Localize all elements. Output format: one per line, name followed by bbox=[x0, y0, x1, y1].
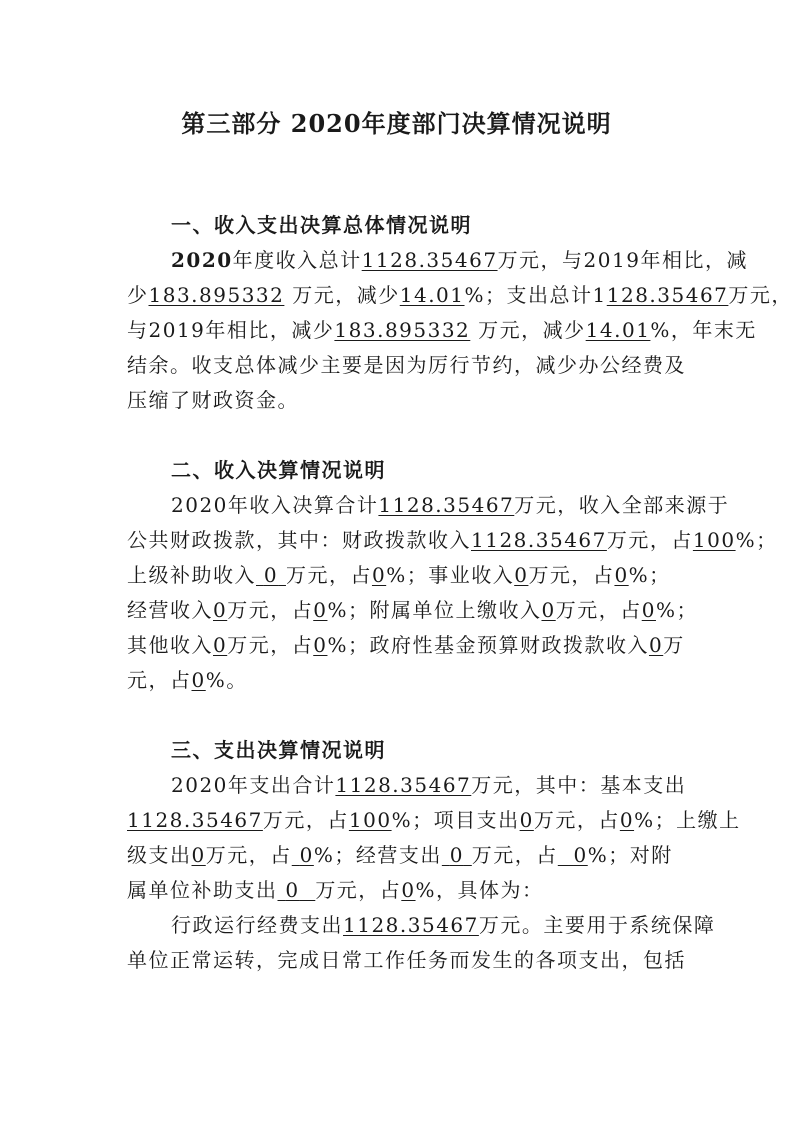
text: 万元，其中：基本支出 bbox=[471, 773, 687, 797]
value-underlined: 1128.35467 bbox=[471, 528, 607, 552]
text: %； bbox=[735, 528, 778, 552]
value-underlined bbox=[442, 843, 472, 867]
section-3-line-5 bbox=[127, 908, 716, 943]
section-1-heading: 一、收入支出决算总体情况说明 bbox=[171, 213, 472, 237]
value-underlined bbox=[558, 843, 588, 867]
text: 万元，占 bbox=[471, 843, 558, 867]
section-1-line-2 bbox=[127, 278, 793, 313]
text: 万 bbox=[663, 633, 685, 657]
text: 万元，收入全部来源于 bbox=[514, 493, 730, 517]
text: 万元， bbox=[728, 283, 793, 307]
value-underlined: 0 bbox=[213, 633, 228, 657]
text: 年度收入总计 bbox=[232, 248, 362, 272]
value: 0 bbox=[449, 843, 464, 867]
section-3-line-3 bbox=[127, 838, 687, 873]
value-underlined: 100 bbox=[348, 808, 392, 832]
section-2 bbox=[127, 453, 778, 698]
value-underlined: 0 bbox=[313, 633, 328, 657]
section-1-line-1 bbox=[127, 243, 748, 278]
value: 0 bbox=[299, 843, 314, 867]
section-2-line-2 bbox=[127, 523, 778, 558]
section-2-line-4 bbox=[127, 593, 698, 628]
value-underlined: 0 bbox=[514, 563, 529, 587]
section-2-line-6 bbox=[127, 663, 687, 698]
value-underlined: 0 bbox=[371, 563, 387, 587]
text: 经营收入 bbox=[127, 598, 213, 622]
text: 万元，占 bbox=[227, 598, 314, 622]
value-underlined: 14.01 bbox=[585, 318, 651, 342]
text: 万元，占 bbox=[315, 878, 402, 902]
value-underlined: 1128.35467 bbox=[335, 773, 472, 797]
value-underlined: 0 bbox=[401, 878, 416, 902]
text: 万元，占 bbox=[285, 563, 372, 587]
text: 万元，减少 bbox=[292, 283, 400, 307]
text: %； bbox=[628, 563, 671, 587]
section-1-line-3 bbox=[127, 313, 757, 348]
value-underlined: 183.895332 bbox=[148, 283, 285, 307]
value-underlined: 1128.35467 bbox=[127, 808, 263, 832]
section-2-line-1 bbox=[127, 488, 730, 523]
text: 少 bbox=[127, 283, 149, 307]
section-3-line-4 bbox=[127, 873, 687, 908]
section-1-line-5: 压缩了财政资金。 bbox=[127, 388, 299, 412]
section-3 bbox=[127, 733, 741, 978]
value-underlined: 1128.35467 bbox=[343, 913, 479, 937]
text: 公共财政拨款，其中：财政拨款收入 bbox=[127, 528, 471, 552]
text bbox=[470, 318, 478, 342]
text: %； bbox=[655, 598, 698, 622]
text: 属单位补助支出 bbox=[127, 878, 278, 902]
value-underlined: 0 bbox=[313, 598, 328, 622]
value-underlined: 0 bbox=[519, 808, 534, 832]
section-3-line-6: 单位正常运转，完成日常工作任务而发生的各项支出，包括 bbox=[127, 948, 686, 972]
value-underlined: 0 bbox=[648, 633, 664, 657]
text: %；事业收入 bbox=[386, 563, 515, 587]
value-underlined bbox=[278, 878, 316, 902]
text: 万元，占 bbox=[227, 633, 314, 657]
text: 万元，占 bbox=[555, 598, 642, 622]
value-underlined: 0 bbox=[213, 598, 228, 622]
section-3-line-1 bbox=[127, 768, 687, 803]
text: 万元，与2019年相比，减 bbox=[497, 248, 748, 272]
text: 万元，占 bbox=[606, 528, 693, 552]
text: %；支出总计1 bbox=[464, 283, 607, 307]
value-underlined: 100 bbox=[692, 528, 736, 552]
section-1-line-4: 结余。收支总体减少主要是因为厉行节约，减少办公经费及 bbox=[127, 353, 686, 377]
text: 万元，减少 bbox=[478, 318, 586, 342]
text: %，具体为： bbox=[415, 878, 544, 902]
text: 万元。主要用于系统保障 bbox=[478, 913, 716, 937]
text: 行政运行经费支出 bbox=[171, 913, 343, 937]
page-title: 第三部分 2020年度部门决算情况说明 bbox=[181, 109, 612, 138]
value-underlined: 0 bbox=[191, 668, 206, 692]
text: 2020年收入决算合计 bbox=[171, 493, 379, 517]
value: 0 bbox=[573, 843, 588, 867]
value-underlined: 0 bbox=[619, 808, 635, 832]
value-underlined: 1128.35467 bbox=[378, 493, 515, 517]
section-2-line-3 bbox=[127, 558, 687, 593]
value-underlined: 128.35467 bbox=[606, 283, 729, 307]
value-underlined bbox=[256, 563, 286, 587]
value-underlined: 14.01 bbox=[399, 283, 465, 307]
text: 万元，占 bbox=[205, 843, 292, 867]
text: %，年末无 bbox=[650, 318, 757, 342]
value-underlined: 183.895332 bbox=[334, 318, 471, 342]
text: %；项目支出 bbox=[391, 808, 520, 832]
section-2-line-5 bbox=[127, 628, 687, 663]
value-underlined: 0 bbox=[191, 843, 206, 867]
text: 上级补助收入 bbox=[127, 563, 256, 587]
value-underlined: 1128.35467 bbox=[361, 248, 498, 272]
text: 万元，占 bbox=[533, 808, 620, 832]
text: %。 bbox=[205, 668, 248, 692]
value-underlined: 0 bbox=[614, 563, 629, 587]
year-text: 2020 bbox=[171, 248, 233, 272]
text: 万元，占 bbox=[528, 563, 615, 587]
section-3-heading: 三、支出决算情况说明 bbox=[171, 738, 386, 762]
text: 其他收入 bbox=[127, 633, 213, 657]
section-3-line-2 bbox=[127, 803, 741, 838]
text: %；上缴上 bbox=[634, 808, 741, 832]
text: %；经营支出 bbox=[313, 843, 442, 867]
text: 万元，占 bbox=[262, 808, 349, 832]
text: %；附属单位上缴收入 bbox=[327, 598, 542, 622]
section-2-heading: 二、收入决算情况说明 bbox=[171, 458, 386, 482]
value-underlined bbox=[292, 843, 314, 867]
text: 2020年支出合计 bbox=[171, 773, 336, 797]
value-underlined: 0 bbox=[641, 598, 656, 622]
text: %；政府性基金预算财政拨款收入 bbox=[327, 633, 649, 657]
text: %；对附 bbox=[587, 843, 673, 867]
text: 元，占 bbox=[127, 668, 192, 692]
value: 0 bbox=[285, 878, 300, 902]
text: 与2019年相比，减少 bbox=[127, 318, 335, 342]
value-underlined: 0 bbox=[541, 598, 556, 622]
text: 级支出 bbox=[127, 843, 192, 867]
section-1 bbox=[127, 208, 793, 418]
value: 0 bbox=[263, 563, 279, 587]
